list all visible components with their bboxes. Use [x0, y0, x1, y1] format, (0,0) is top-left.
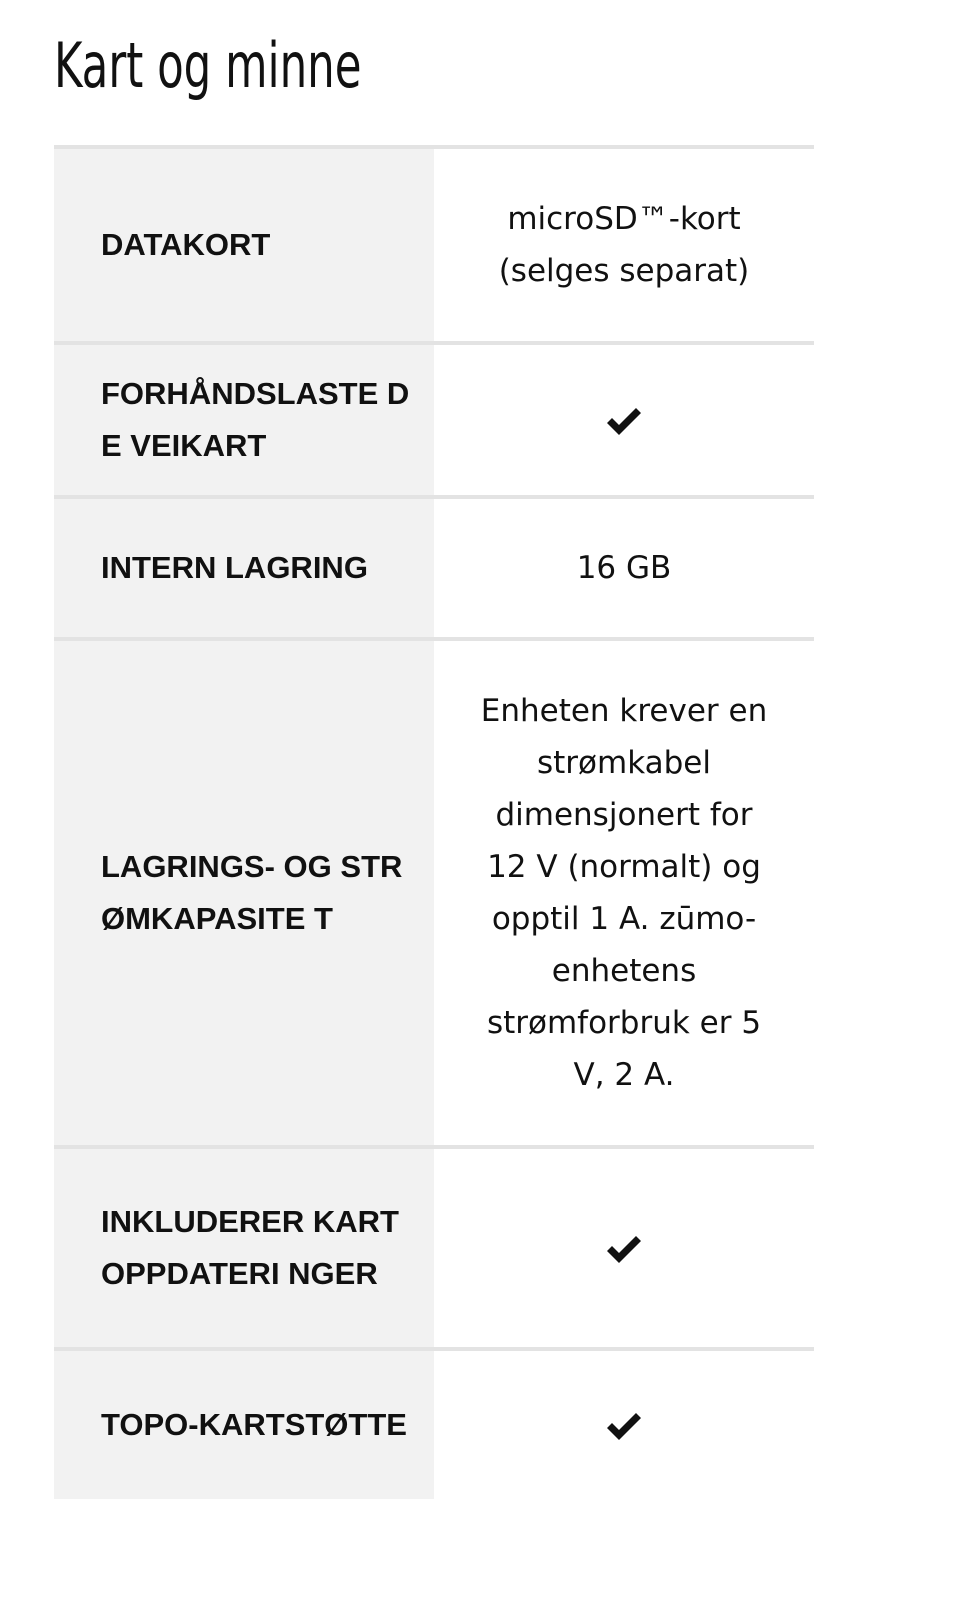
spec-label: INKLUDERER KARTOPPDATERI NGER — [54, 1147, 434, 1349]
spec-row-preloaded-maps — [54, 343, 814, 497]
spec-label: LAGRINGS- OG STRØMKAPASITE T — [54, 639, 434, 1147]
spec-value: microSD™-kort (selges separat) — [434, 147, 814, 343]
spec-row-datakort — [54, 147, 814, 343]
spec-value — [434, 343, 814, 497]
spec-label: DATAKORT — [54, 147, 434, 343]
spec-row-storage-power — [54, 639, 814, 1147]
spec-label: TOPO-KARTSTØTTE — [54, 1349, 434, 1499]
checkmark-icon — [605, 1411, 643, 1443]
spec-label: INTERN LAGRING — [54, 497, 434, 639]
spec-table — [54, 145, 814, 1499]
spec-value — [434, 1147, 814, 1349]
spec-label: FORHÅNDSLASTE DE VEIKART — [54, 343, 434, 497]
spec-row-topo-maps — [54, 1349, 814, 1499]
section-title: Kart og minne — [54, 29, 362, 102]
checkmark-icon — [605, 406, 643, 438]
spec-value: 16 GB — [434, 497, 814, 639]
spec-row-map-updates — [54, 1147, 814, 1349]
spec-value — [434, 1349, 814, 1499]
checkmark-icon — [605, 1234, 643, 1266]
spec-value: Enheten krever en strømkabel dimensjonert for 12 V (normalt) og opptil 1 A. zūmo-enhetens strømforbruk er 5 V, 2 A. — [434, 639, 814, 1147]
spec-row-internal-storage — [54, 497, 814, 639]
